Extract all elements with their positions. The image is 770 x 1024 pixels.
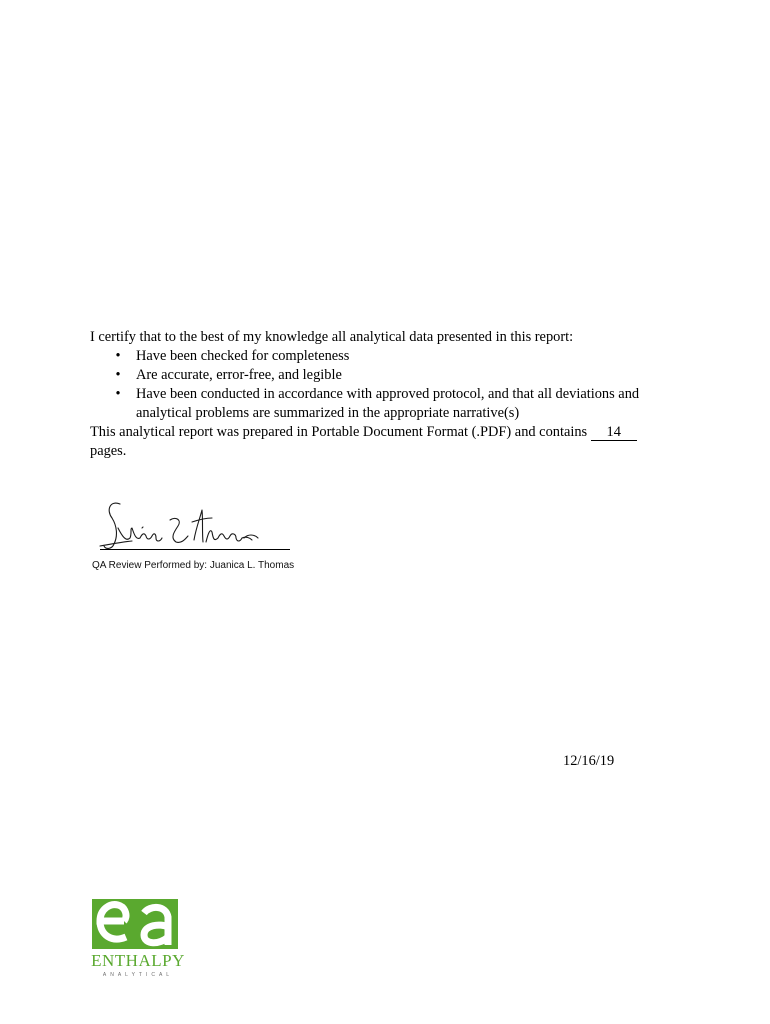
signature-date: 12/16/19 xyxy=(563,753,615,769)
signature-caption: QA Review Performed by: Juanica L. Thomas xyxy=(92,560,295,571)
report-statement-text: This analytical report was prepared in Portable Document Format (.PDF) and contains xyxy=(90,424,591,440)
bullet-icon: • xyxy=(115,348,121,364)
logo-mark-icon xyxy=(90,895,182,951)
certification-item xyxy=(90,385,690,423)
bullet-icon: • xyxy=(115,386,121,402)
certification-item xyxy=(90,366,690,385)
page-count: 14 xyxy=(591,425,637,441)
certification-item-text: Have been checked for completeness xyxy=(136,348,350,364)
certification-statement xyxy=(90,328,690,461)
logo-tagline: ANALYTICAL xyxy=(102,972,174,978)
report-statement xyxy=(90,423,690,442)
certification-item-text: Have been conducted in accordance with approved protocol, and that all deviations and analytical problems are summarized in the appropriate narrative(s) xyxy=(136,386,640,421)
report-statement-end: pages. xyxy=(90,443,127,459)
signature-line xyxy=(100,549,290,550)
certification-item-text: Are accurate, error-free, and legible xyxy=(136,367,342,383)
certification-list xyxy=(90,347,690,423)
bullet-icon: • xyxy=(115,367,121,383)
signature-block xyxy=(92,498,295,578)
company-logo xyxy=(90,895,190,985)
certification-item xyxy=(90,347,690,366)
certification-intro: I certify that to the best of my knowledge all analytical data presented in this report: xyxy=(90,329,574,345)
logo-name: ENTHALPY xyxy=(91,951,185,970)
